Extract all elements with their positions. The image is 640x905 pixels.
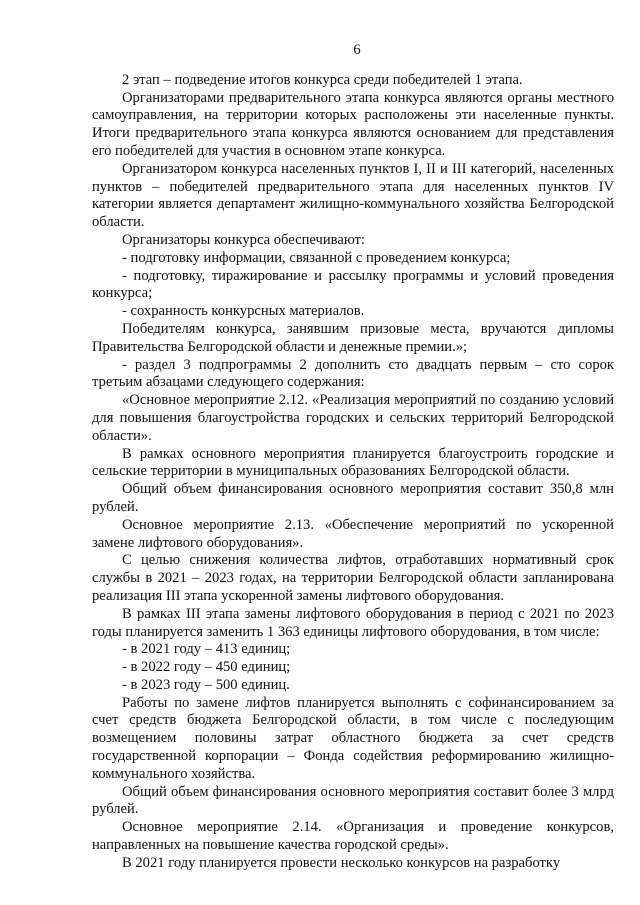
page-number: 6 xyxy=(353,42,361,58)
document-page xyxy=(92,42,614,873)
paragraph-elevators-goal: С целью снижения количества лифтов, отработавших нормативный срок службы в 2021 – 2023 годах, на территории Белгородской области запланирована реализация III этапа ускоренной замены лифтового оборудования. xyxy=(92,552,614,604)
paragraph-measure-2-12: «Основное мероприятие 2.12. «Реализация мероприятий по созданию условий для повышения благоустройства городских и сельских территорий Белгородской области». xyxy=(92,392,614,444)
paragraph-funding-2-12: Общий объем финансирования основного мероприятия составит 350,8 млн рублей. xyxy=(92,481,614,515)
paragraph-winners: Победителям конкурса, занявшим призовые места, вручаются дипломы Правительства Белгородской области и денежные премии.»; xyxy=(92,320,614,355)
paragraph-section-3: - раздел 3 подпрограммы 2 дополнить сто двадцать первым – сто сорок третьим абзацами следующего содержания: xyxy=(92,356,614,391)
paragraph-contests-2021: В 2021 году планируется провести несколько конкурсов на разработку xyxy=(122,854,561,871)
paragraph-stage-2: 2 этап – подведение итогов конкурса среди победителей 1 этапа. xyxy=(122,71,523,88)
paragraph-preliminary-organizers: Организаторами предварительного этапа конкурса являются органы местного самоуправления, на территории которых расположены эти населенные пункты. Итоги предварительного этапа конкурса являются основанием для представления его победителей для участия в основном этапе конкурса. xyxy=(92,89,614,159)
paragraph-measure-2-13: Основное мероприятие 2.13. «Обеспечение мероприятий по ускоренной замене лифтового оборудования». xyxy=(92,516,614,551)
list-item-preparation: - подготовку, тиражирование и рассылку программы и условий проведения конкурса; xyxy=(92,267,614,302)
list-item-2022: - в 2022 году – 450 единиц; xyxy=(122,659,291,676)
list-item-information: - подготовку информации, связанной с проведением конкурса; xyxy=(122,249,511,266)
paragraph-organizers-provide: Организаторы конкурса обеспечивают: xyxy=(122,231,365,248)
paragraph-cofinancing: Работы по замене лифтов планируется выполнять с софинансированием за счет средств бюджета Белгородской области, в том числе с последующим возмещением половины затрат областного бюджета за счет средств государственной корпорации – Фонда содействия реформированию жилищно-коммунального хозяйства. xyxy=(92,694,614,782)
list-item-2021: - в 2021 году – 413 единиц; xyxy=(122,641,291,658)
list-item-safety: - сохранность конкурсных материалов. xyxy=(122,303,365,320)
paragraph-main-organizer: Организатором конкурса населенных пунктов I, II и III категорий, населенных пунктов – победителей предварительного этапа для населенных пунктов IV категории является департамент жилищно-коммунального хозяйства Белгородской области. xyxy=(92,160,614,231)
paragraph-elevators-plan: В рамках III этапа замены лифтового оборудования в период с 2021 по 2023 годы планируется заменить 1 363 единицы лифтового оборудования, в том числе: xyxy=(92,605,614,640)
paragraph-funding-2-13: Общий объем финансирования основного мероприятия составит более 3 млрд рублей. xyxy=(92,783,614,818)
paragraph-measure-2-14: Основное мероприятие 2.14. «Организация и проведение конкурсов, направленных на повышение качества городской среды». xyxy=(92,819,614,854)
paragraph-improvement: В рамках основного мероприятия планируется благоустроить городские и сельские территории в муниципальных образованиях Белгородской области. xyxy=(92,445,614,480)
list-item-2023: - в 2023 году – 500 единиц. xyxy=(122,676,290,693)
